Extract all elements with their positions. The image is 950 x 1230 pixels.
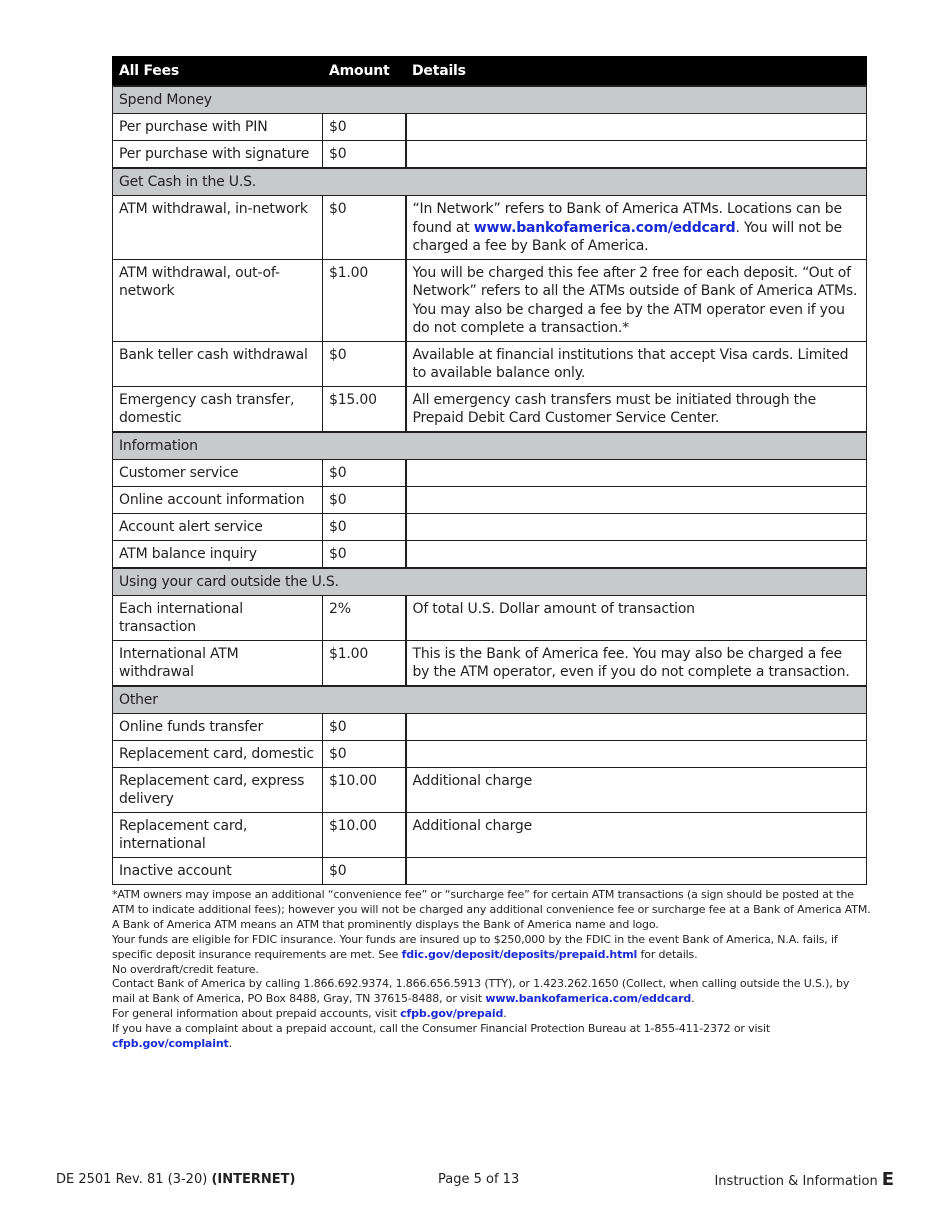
fee-name: Customer service [113, 459, 323, 486]
table-row [113, 341, 867, 386]
fee-amount: $0 [323, 341, 406, 386]
fee-details [406, 486, 867, 513]
table-row [113, 812, 867, 857]
fee-details: Additional charge [406, 767, 867, 812]
section-row-outside-us [113, 568, 867, 596]
details-text: . You will not be charged a fee by Bank of America. [412, 219, 842, 254]
fee-details [406, 713, 867, 740]
section-row-get-cash [113, 168, 867, 196]
complaint-text-end: . [228, 1037, 232, 1051]
table-row [113, 640, 867, 686]
complaint-note [112, 1022, 872, 1052]
section-indicator [714, 1169, 894, 1190]
fee-details: Available at financial institutions that accept Visa cards. Limited to available balance only. [406, 341, 867, 386]
table-row [113, 513, 867, 540]
form-channel: (INTERNET) [211, 1172, 296, 1187]
fee-amount: $10.00 [323, 812, 406, 857]
header-all-fees: All Fees [113, 57, 323, 87]
fee-details [406, 141, 867, 169]
table-row [113, 713, 867, 740]
fee-details: You will be charged this fee after 2 free for each deposit. “Out of Network” refers to all the ATMs outside of Bank of America ATMs. You may also be charged a fee by the ATM operator even if you do not complete a transaction.* [406, 259, 867, 341]
section-letter: E [881, 1169, 894, 1190]
section-label: Instruction & Information [714, 1174, 878, 1189]
table-row [113, 540, 867, 568]
contact-text: Contact Bank of America by calling 1.866.692.9374, 1.866.656.5913 (TTY), or 1.423.262.1650 (Collect, when calling outside the U.S.), by mail at Bank of America, PO Box 8488, Gray, TN 37615-8488, or visit [112, 977, 850, 1006]
cfpb-prepaid-link[interactable]: cfpb.gov/prepaid [400, 1007, 504, 1021]
table-row [113, 486, 867, 513]
fee-amount: $0 [323, 713, 406, 740]
table-row [113, 196, 867, 260]
table-row [113, 740, 867, 767]
fee-name: Emergency cash transfer, domestic [113, 386, 323, 432]
atm-footnote: *ATM owners may impose an additional “convenience fee” or “surcharge fee” for certain ATM transactions (a sign should be posted at the ATM to indicate additional fees); however you will not be charged any additional convenience fee or surcharge fee at a Bank of America ATM. A Bank of America ATM means an ATM that prominently displays the Bank of America name and logo. [112, 888, 871, 931]
fee-details [406, 196, 867, 260]
fee-name: Per purchase with PIN [113, 114, 323, 141]
fee-amount: $0 [323, 857, 406, 884]
table-header-row [113, 57, 867, 87]
contact-text-end: . [691, 992, 695, 1006]
table-row [113, 767, 867, 812]
section-title: Information [113, 432, 867, 460]
section-title: Using your card outside the U.S. [113, 568, 867, 596]
fee-name: ATM balance inquiry [113, 540, 323, 568]
fee-name: Per purchase with signature [113, 141, 323, 169]
fdic-text-end: for details. [637, 947, 698, 961]
contact-note [112, 977, 872, 1007]
section-row-information [113, 432, 867, 460]
fee-name: Online account information [113, 486, 323, 513]
form-identifier [56, 1172, 295, 1187]
general-info-note [112, 1007, 872, 1022]
section-title: Get Cash in the U.S. [113, 168, 867, 196]
table-row [113, 114, 867, 141]
fee-name: Inactive account [113, 857, 323, 884]
fdic-text: Your funds are eligible for FDIC insurance. Your funds are insured up to $250,000 by the FDIC in the event Bank of America, N.A. fails, if specific deposit insurance requirements are met. See [112, 932, 838, 961]
fee-amount: $1.00 [323, 259, 406, 341]
fee-name: Online funds transfer [113, 713, 323, 740]
fee-amount: $10.00 [323, 767, 406, 812]
bankofamerica-eddcard-link[interactable]: www.bankofamerica.com/eddcard [473, 219, 736, 236]
fee-details [406, 459, 867, 486]
fdic-prepaid-link[interactable]: fdic.gov/deposit/deposits/prepaid.html [401, 947, 638, 961]
header-details: Details [406, 57, 867, 87]
fee-name: ATM withdrawal, in-network [113, 196, 323, 260]
fee-details [406, 540, 867, 568]
fee-amount: $0 [323, 196, 406, 260]
section-row-spend-money [113, 86, 867, 114]
general-text-end: . [503, 1007, 507, 1021]
complaint-text: If you have a complaint about a prepaid account, call the Consumer Financial Protection Bureau at 1-855-411-2372 or visit [112, 1022, 771, 1036]
fee-amount: $1.00 [323, 640, 406, 686]
fee-details: This is the Bank of America fee. You may also be charged a fee by the ATM operator, even if you do not complete a transaction. [406, 640, 867, 686]
fee-details: All emergency cash transfers must be initiated through the Prepaid Debit Card Customer Service Center. [406, 386, 867, 432]
details-text: “In Network” refers to Bank of America ATMs. Locations can be found at [412, 201, 842, 236]
section-title: Other [113, 686, 867, 714]
fee-details: Additional charge [406, 812, 867, 857]
section-title: Spend Money [113, 86, 867, 114]
fee-name: Replacement card, domestic [113, 740, 323, 767]
fee-name: ATM withdrawal, out-of-network [113, 259, 323, 341]
fee-amount: $0 [323, 513, 406, 540]
cfpb-complaint-link[interactable]: cfpb.gov/complaint [112, 1037, 229, 1051]
fee-name: International ATM withdrawal [113, 640, 323, 686]
fee-details [406, 513, 867, 540]
fee-name: Bank teller cash withdrawal [113, 341, 323, 386]
header-amount: Amount [323, 57, 406, 87]
fee-amount: $0 [323, 740, 406, 767]
table-row [113, 595, 867, 640]
table-row [113, 857, 867, 884]
footnotes [112, 888, 872, 1052]
fee-details [406, 740, 867, 767]
fee-details [406, 114, 867, 141]
fee-amount: $0 [323, 459, 406, 486]
fee-amount: $0 [323, 486, 406, 513]
fees-table [112, 56, 867, 885]
fee-name: Account alert service [113, 513, 323, 540]
fee-details [406, 857, 867, 884]
fee-amount: 2% [323, 595, 406, 640]
table-row [113, 259, 867, 341]
fee-amount: $15.00 [323, 386, 406, 432]
general-text: For general information about prepaid accounts, visit [112, 1007, 401, 1021]
fee-amount: $0 [323, 114, 406, 141]
fee-name: Each international transaction [113, 595, 323, 640]
fdic-note [112, 933, 872, 963]
table-row [113, 141, 867, 169]
no-overdraft-note: No overdraft/credit feature. [112, 962, 259, 976]
table-row [113, 386, 867, 432]
page-number: Page 5 of 13 [438, 1172, 520, 1187]
fee-details: Of total U.S. Dollar amount of transaction [406, 595, 867, 640]
fee-name: Replacement card, express delivery [113, 767, 323, 812]
fee-amount: $0 [323, 141, 406, 169]
bankofamerica-eddcard-link[interactable]: www.bankofamerica.com/eddcard [485, 992, 692, 1006]
section-row-other [113, 686, 867, 714]
fee-amount: $0 [323, 540, 406, 568]
fee-name: Replacement card, international [113, 812, 323, 857]
form-id: DE 2501 Rev. 81 (3-20) [56, 1172, 212, 1187]
table-row [113, 459, 867, 486]
